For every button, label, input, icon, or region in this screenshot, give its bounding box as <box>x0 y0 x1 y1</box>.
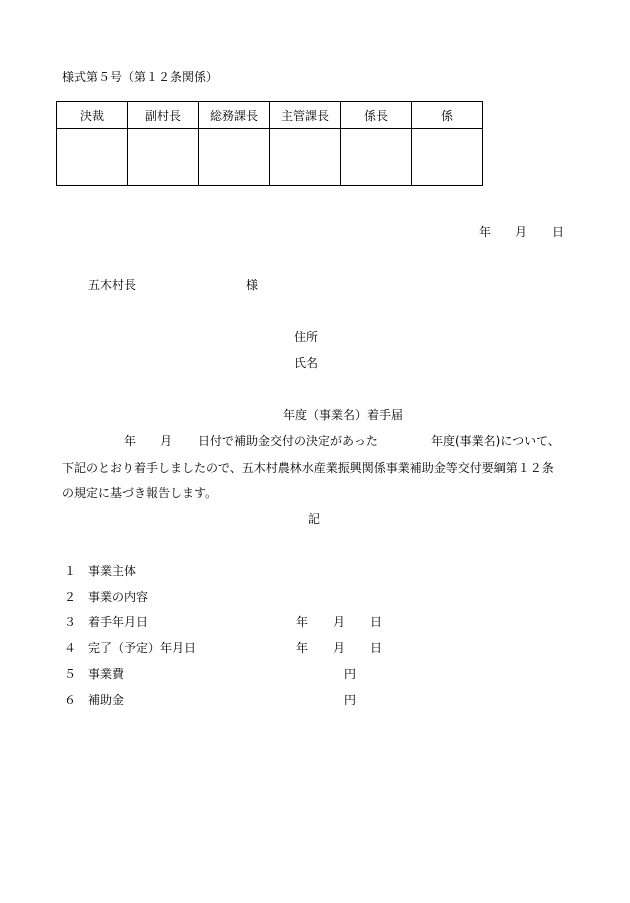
stamp-header-cell: 係長 <box>341 102 412 129</box>
stamp-box <box>270 129 341 186</box>
item-number: ６ <box>64 693 77 707</box>
item-yen: 円 <box>344 667 357 681</box>
stamp-box <box>199 129 270 186</box>
stamp-box-row <box>57 129 483 186</box>
item-number: ３ <box>64 615 77 629</box>
item-label: 補助金 <box>88 693 125 707</box>
item-label: 着手年月日 <box>88 615 149 629</box>
ki-heading: 記 <box>308 512 321 526</box>
applicant-name-label: 氏名 <box>294 356 319 370</box>
body-line-2: 下記のとおり着手しましたので、五木村農林水産業振興関係事業補助金等交付要綱第１２条 <box>62 461 554 475</box>
item-year: 年 <box>296 615 309 629</box>
item-number: ４ <box>64 641 77 655</box>
applicant-address-label: 住所 <box>294 330 319 344</box>
stamp-box <box>57 129 128 186</box>
date-day: 日 <box>552 225 565 239</box>
form-label: 様式第５号（第１２条関係） <box>62 70 219 84</box>
stamp-box <box>412 129 483 186</box>
item-label: 事業主体 <box>88 564 137 578</box>
item-label: 完了（予定）年月日 <box>88 641 197 655</box>
stamp-header-cell: 副村長 <box>128 102 199 129</box>
item-yen: 円 <box>344 693 357 707</box>
item-month: 月 <box>333 641 346 655</box>
body-text-2: 年度(事業名)について、 <box>431 434 560 448</box>
body-month: 月 <box>160 434 173 448</box>
stamp-header-row <box>57 102 483 129</box>
stamp-box <box>341 129 412 186</box>
stamp-box <box>128 129 199 186</box>
item-year: 年 <box>296 641 309 655</box>
addressee-name: 五木村長 <box>88 278 137 292</box>
item-number: １ <box>64 564 77 578</box>
item-day: 日 <box>370 641 383 655</box>
item-number: ５ <box>64 667 77 681</box>
approval-stamp-table <box>56 101 483 186</box>
item-number: ２ <box>64 590 77 604</box>
body-line-3: の規定に基づき報告します。 <box>62 486 218 500</box>
date-year: 年 <box>479 225 492 239</box>
item-month: 月 <box>333 615 346 629</box>
document-title: 年度（事業名）着手届 <box>283 408 404 422</box>
addressee-honorific: 様 <box>246 278 259 292</box>
body-text-1: 日付で補助金交付の決定があった <box>198 434 378 448</box>
item-label: 事業の内容 <box>88 590 149 604</box>
item-label: 事業費 <box>88 667 125 681</box>
date-month: 月 <box>515 225 528 239</box>
stamp-header-cell: 主管課長 <box>270 102 341 129</box>
stamp-header-cell: 決裁 <box>57 102 128 129</box>
body-year: 年 <box>124 434 137 448</box>
stamp-header-cell: 係 <box>412 102 483 129</box>
stamp-header-cell: 総務課長 <box>199 102 270 129</box>
item-day: 日 <box>370 615 383 629</box>
